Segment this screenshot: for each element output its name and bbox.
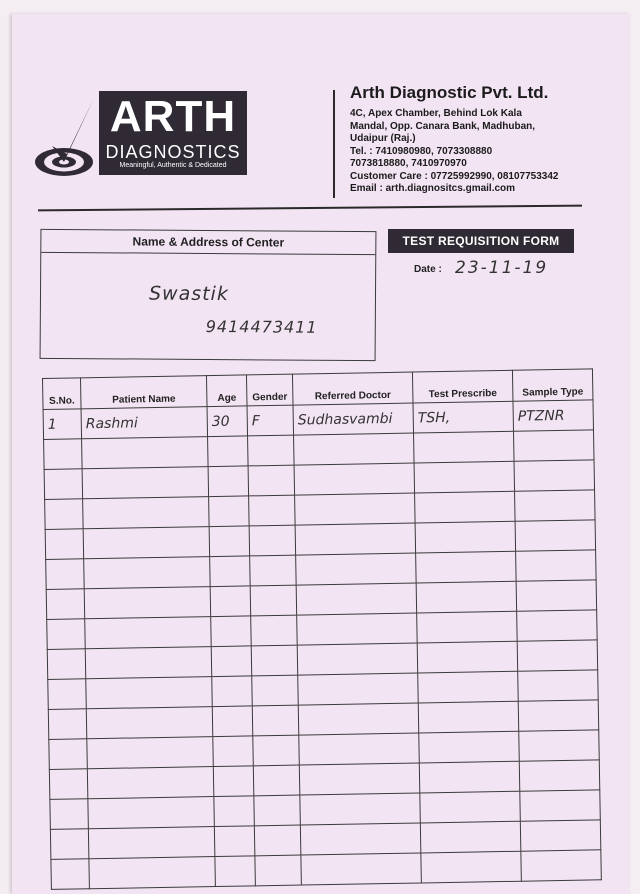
cell-value bbox=[213, 714, 217, 730]
table-cell bbox=[296, 553, 417, 585]
cell-value bbox=[46, 537, 50, 553]
table-cell bbox=[214, 796, 255, 827]
cell-value: Sudhasvambi bbox=[297, 410, 393, 429]
cell-value bbox=[47, 597, 51, 613]
table-cell bbox=[83, 527, 210, 559]
patient-table bbox=[42, 368, 601, 890]
company-info bbox=[350, 82, 559, 196]
column-header: Sample Type bbox=[512, 369, 593, 401]
cell-value bbox=[518, 649, 522, 665]
cell-value bbox=[515, 499, 519, 515]
cell-value bbox=[83, 506, 87, 522]
cell-value bbox=[300, 802, 304, 818]
table-cell bbox=[414, 461, 515, 493]
cell-value bbox=[415, 470, 419, 486]
table-cell bbox=[207, 406, 248, 437]
company-address-line: Mandal, Opp. Canara Bank, Madhuban, bbox=[350, 120, 536, 132]
table-cell bbox=[248, 465, 295, 496]
table-cell bbox=[298, 703, 419, 735]
cell-value bbox=[418, 650, 422, 666]
cell-value bbox=[519, 739, 523, 755]
table-cell bbox=[84, 587, 211, 619]
cell-value bbox=[420, 800, 424, 816]
cell-value bbox=[88, 806, 92, 822]
table-cell bbox=[297, 643, 418, 675]
table-cell bbox=[252, 705, 299, 736]
table-cell bbox=[50, 829, 89, 860]
cell-value bbox=[416, 560, 420, 576]
table-cell bbox=[416, 551, 517, 583]
cell-value bbox=[211, 594, 215, 610]
table-cell bbox=[252, 675, 299, 706]
cell-value bbox=[50, 777, 54, 793]
table-cell bbox=[82, 437, 209, 469]
table-cell bbox=[514, 460, 595, 491]
cell-value bbox=[213, 744, 217, 760]
company-address-line: 4C, Apex Chamber, Behind Lok Kala bbox=[350, 108, 522, 119]
table-cell bbox=[516, 550, 597, 581]
table-cell bbox=[518, 670, 599, 701]
header-divider bbox=[333, 90, 335, 198]
cell-value bbox=[254, 773, 258, 789]
cell-value bbox=[86, 656, 90, 672]
cell-value bbox=[210, 564, 214, 580]
table-cell bbox=[249, 525, 296, 556]
date-value: 23-11-19 bbox=[455, 258, 549, 278]
table-cell bbox=[209, 496, 250, 527]
cell-value bbox=[212, 654, 216, 670]
table-cell bbox=[254, 795, 301, 826]
cell-value bbox=[89, 836, 93, 852]
cell-value bbox=[90, 866, 94, 882]
cell-value bbox=[516, 529, 520, 545]
table-cell bbox=[297, 613, 418, 645]
table-cell bbox=[45, 499, 84, 530]
company-customer-care: Customer Care : 07725992990, 08107753342 bbox=[350, 170, 559, 182]
center-address-box bbox=[40, 229, 377, 361]
table-cell bbox=[255, 855, 302, 886]
cell-value bbox=[295, 473, 299, 489]
column-header: Age bbox=[206, 375, 247, 407]
table-cell bbox=[82, 467, 209, 499]
cell-value bbox=[300, 772, 304, 788]
cell-value bbox=[85, 626, 89, 642]
cell-value bbox=[88, 776, 92, 792]
table-cell bbox=[518, 700, 599, 731]
cell-value bbox=[252, 683, 256, 699]
cell-value bbox=[253, 713, 257, 729]
center-name: Swastik bbox=[148, 282, 229, 306]
table-cell bbox=[514, 430, 595, 461]
table-cell bbox=[251, 615, 298, 646]
table-cell bbox=[253, 765, 300, 796]
cell-value bbox=[48, 687, 52, 703]
table-cell bbox=[300, 793, 421, 825]
table-cell bbox=[43, 409, 82, 440]
cell-value bbox=[421, 830, 425, 846]
company-address-line: Udaipur (Raj.) bbox=[350, 133, 416, 144]
cell-value bbox=[520, 769, 524, 785]
cell-value bbox=[256, 863, 260, 879]
table-cell bbox=[212, 676, 253, 707]
table-cell bbox=[417, 611, 518, 643]
cell-value bbox=[416, 530, 420, 546]
table-cell bbox=[421, 851, 522, 883]
table-cell bbox=[212, 706, 253, 737]
cell-value bbox=[253, 743, 257, 759]
table-cell bbox=[83, 497, 210, 529]
table-cell bbox=[521, 850, 602, 881]
column-header: Test Prescribe bbox=[412, 370, 513, 403]
cell-value bbox=[518, 679, 522, 695]
table-cell bbox=[209, 526, 250, 557]
table-cell bbox=[213, 766, 254, 797]
table-cell bbox=[420, 791, 521, 823]
cell-value bbox=[215, 834, 219, 850]
cell-value bbox=[299, 712, 303, 728]
cell-value bbox=[211, 624, 215, 640]
cell-value bbox=[52, 867, 56, 883]
table-cell bbox=[208, 436, 249, 467]
cell-value bbox=[515, 469, 519, 485]
logo-brand: ARTH bbox=[109, 92, 237, 141]
cell-value bbox=[209, 474, 213, 490]
date-label: Date : bbox=[414, 264, 442, 275]
table-cell bbox=[295, 493, 416, 525]
table-cell bbox=[87, 767, 214, 799]
table-cell bbox=[520, 820, 601, 851]
table-cell bbox=[415, 521, 516, 553]
cell-value bbox=[417, 620, 421, 636]
table-cell bbox=[215, 856, 256, 887]
cell-value bbox=[419, 740, 423, 756]
cell-value bbox=[208, 444, 212, 460]
table-cell bbox=[45, 529, 84, 560]
table-cell bbox=[210, 586, 251, 617]
table-cell bbox=[416, 581, 517, 613]
cell-value bbox=[295, 503, 299, 519]
table-cell bbox=[418, 671, 519, 703]
cell-value bbox=[517, 589, 521, 605]
table-cell bbox=[296, 583, 417, 615]
logo-tagline: Meaningful, Authentic & Dedicated bbox=[119, 162, 227, 169]
table-cell bbox=[86, 707, 213, 739]
cell-value bbox=[421, 860, 425, 876]
cell-value bbox=[252, 653, 256, 669]
cell-value bbox=[49, 717, 53, 733]
table-cell bbox=[46, 589, 85, 620]
table-cell bbox=[210, 556, 251, 587]
cell-value bbox=[250, 533, 254, 549]
cell-value bbox=[50, 807, 54, 823]
table-cell bbox=[44, 469, 83, 500]
cell-value bbox=[301, 832, 305, 848]
cell-value bbox=[296, 533, 300, 549]
cell-value bbox=[210, 534, 214, 550]
cell-value bbox=[84, 566, 88, 582]
cell-value bbox=[212, 684, 216, 700]
cell-value bbox=[87, 746, 91, 762]
table-cell bbox=[213, 736, 254, 767]
table-cell bbox=[88, 797, 215, 829]
table-cell bbox=[517, 640, 598, 671]
table-cell bbox=[254, 825, 301, 856]
table-cell bbox=[88, 827, 215, 859]
cell-value bbox=[214, 804, 218, 820]
table-cell bbox=[47, 619, 86, 650]
cell-value bbox=[84, 536, 88, 552]
cell-value bbox=[516, 559, 520, 575]
table-cell bbox=[516, 580, 597, 611]
company-phone-line: Tel. : 7410980980, 7073308880 bbox=[350, 145, 493, 157]
cell-value bbox=[216, 864, 220, 880]
table-cell bbox=[253, 735, 300, 766]
table-cell bbox=[513, 400, 594, 431]
cell-value bbox=[297, 623, 301, 639]
cell-value bbox=[255, 833, 259, 849]
table-cell bbox=[419, 761, 520, 793]
cell-value bbox=[85, 596, 89, 612]
cell-value bbox=[48, 657, 52, 673]
cell-value bbox=[415, 500, 419, 516]
table-cell bbox=[520, 790, 601, 821]
cell-value bbox=[521, 829, 525, 845]
table-cell bbox=[250, 555, 297, 586]
table-cell bbox=[249, 495, 296, 526]
table-cell bbox=[247, 405, 294, 436]
cell-value: F bbox=[251, 413, 260, 430]
cell-value: TSH, bbox=[417, 409, 451, 427]
table-cell bbox=[293, 403, 414, 435]
cell-value bbox=[514, 439, 518, 455]
table-cell bbox=[515, 490, 596, 521]
cell-value bbox=[521, 859, 525, 875]
column-header: Gender bbox=[246, 374, 293, 406]
cell-value bbox=[414, 440, 418, 456]
table-cell bbox=[417, 641, 518, 673]
cell-value bbox=[298, 653, 302, 669]
cell-value bbox=[209, 504, 213, 520]
cell-value bbox=[419, 710, 423, 726]
company-email: Email : arth.diagnositcs.gmail.com bbox=[350, 183, 516, 194]
cell-value bbox=[214, 774, 218, 790]
table-cell bbox=[47, 649, 86, 680]
table-cell bbox=[420, 821, 521, 853]
table-cell bbox=[250, 585, 297, 616]
table-cell bbox=[299, 733, 420, 765]
column-header: S.No. bbox=[43, 378, 82, 410]
company-phone-line: 7073818880, 7410970970 bbox=[350, 158, 467, 169]
table-cell bbox=[300, 823, 421, 855]
cell-value bbox=[249, 473, 253, 489]
cell-value bbox=[251, 623, 255, 639]
logo-subtitle: DIAGNOSTICS bbox=[105, 142, 241, 162]
table-cell bbox=[49, 739, 88, 770]
cell-value bbox=[301, 862, 305, 878]
table-cell bbox=[414, 431, 515, 463]
cell-value bbox=[82, 446, 86, 462]
cell-value bbox=[417, 590, 421, 606]
cell-value: 1 bbox=[47, 416, 57, 433]
table-cell bbox=[295, 523, 416, 555]
cell-value bbox=[49, 747, 53, 763]
cell-value bbox=[51, 837, 55, 853]
table-cell bbox=[517, 610, 598, 641]
table-cell bbox=[298, 673, 419, 705]
cell-value bbox=[47, 627, 51, 643]
table-cell bbox=[294, 433, 415, 465]
cell-value bbox=[298, 683, 302, 699]
table-cell bbox=[519, 730, 600, 761]
table-cell bbox=[211, 646, 252, 677]
target-check-icon bbox=[34, 96, 96, 180]
table-cell bbox=[86, 677, 213, 709]
table-cell bbox=[48, 679, 87, 710]
logo bbox=[99, 91, 247, 175]
table-cell bbox=[81, 407, 208, 439]
cell-value bbox=[86, 686, 90, 702]
table-cell bbox=[50, 799, 89, 830]
cell-value bbox=[418, 680, 422, 696]
table-cell bbox=[299, 763, 420, 795]
column-header: Referred Doctor bbox=[292, 372, 413, 405]
table-cell bbox=[413, 401, 514, 433]
table-cell bbox=[214, 826, 255, 857]
table-cell bbox=[415, 491, 516, 523]
cell-value bbox=[519, 709, 523, 725]
table-cell bbox=[89, 857, 216, 889]
cell-value bbox=[297, 593, 301, 609]
table-cell bbox=[51, 859, 90, 890]
cell-value bbox=[45, 507, 49, 523]
cell-value bbox=[87, 716, 91, 732]
center-heading: Name & Address of Center bbox=[41, 230, 375, 255]
center-code: 9414473411 bbox=[205, 316, 318, 337]
table-cell bbox=[85, 617, 212, 649]
cell-value bbox=[45, 477, 49, 493]
table-cell bbox=[519, 760, 600, 791]
company-name: Arth Diagnostic Pvt. Ltd. bbox=[350, 83, 549, 102]
cell-value bbox=[296, 563, 300, 579]
cell-value: 30 bbox=[211, 413, 230, 431]
table-cell bbox=[419, 731, 520, 763]
cell-value bbox=[520, 799, 524, 815]
cell-value bbox=[249, 503, 253, 519]
cell-value bbox=[248, 443, 252, 459]
cell-value bbox=[420, 770, 424, 786]
cell-value bbox=[299, 742, 303, 758]
column-header: Patient Name bbox=[81, 376, 208, 409]
cell-value bbox=[294, 443, 298, 459]
cell-value: Rashmi bbox=[85, 415, 138, 433]
table-cell bbox=[418, 701, 519, 733]
table-cell bbox=[49, 769, 88, 800]
cell-value bbox=[44, 447, 48, 463]
form-title: TEST REQUISITION FORM bbox=[388, 229, 574, 253]
table-cell bbox=[46, 559, 85, 590]
cell-value bbox=[46, 567, 50, 583]
table-cell bbox=[48, 709, 87, 740]
table-cell bbox=[515, 520, 596, 551]
table-cell bbox=[85, 647, 212, 679]
table-cell bbox=[211, 616, 252, 647]
cell-value bbox=[83, 476, 87, 492]
cell-value: PTZNR bbox=[517, 407, 565, 425]
cell-value bbox=[250, 563, 254, 579]
table-cell bbox=[208, 466, 249, 497]
table-cell bbox=[44, 439, 83, 470]
table-cell bbox=[87, 737, 214, 769]
cell-value bbox=[517, 619, 521, 635]
table-cell bbox=[301, 853, 422, 885]
table-cell bbox=[251, 645, 298, 676]
cell-value bbox=[251, 593, 255, 609]
table-cell bbox=[84, 557, 211, 589]
cell-value bbox=[254, 803, 258, 819]
table-cell bbox=[294, 463, 415, 495]
table-cell bbox=[248, 435, 295, 466]
